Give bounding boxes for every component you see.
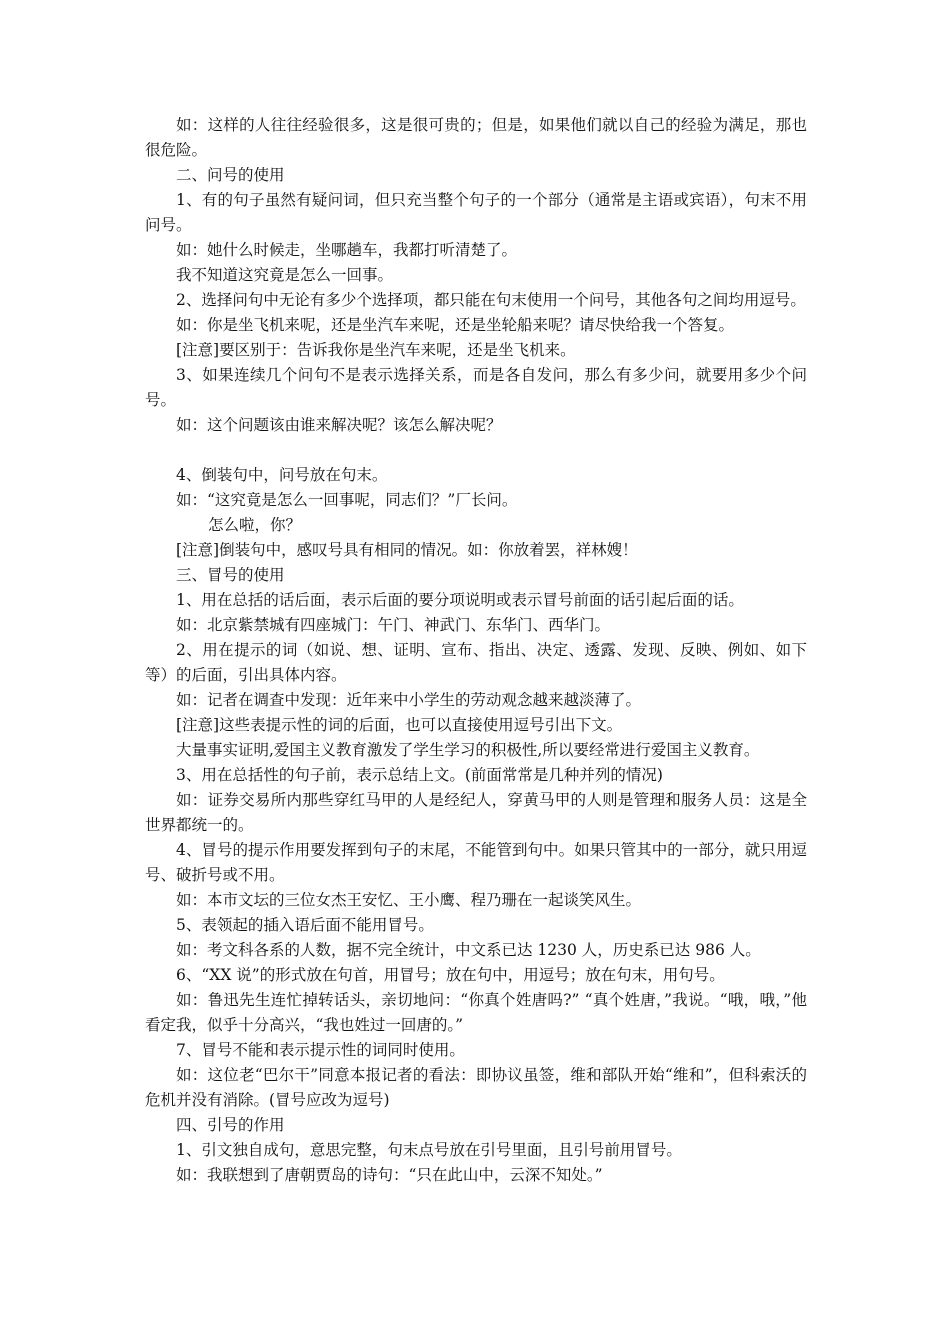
paragraph: 2、选择问句中无论有多少个选择项，都只能在句末使用一个问号，其他各句之间均用逗号。 — [176, 291, 806, 309]
paragraph: [注意]要区别于：告诉我你是坐汽车来呢，还是坐飞机来。 — [176, 341, 576, 359]
paragraph: [注意]这些表提示性的词的后面，也可以直接使用逗号引出下文。 — [176, 716, 623, 734]
paragraph: 1、有的句子虽然有疑问词，但只充当整个句子的一个部分（通常是主语或宾语），句末不用问号。 — [145, 191, 807, 234]
paragraph: 4、倒装句中，问号放在句末。 — [176, 466, 388, 484]
section-heading: 四、引号的作用 — [176, 1116, 285, 1134]
paragraph: 1、用在总括的话后面，表示后面的要分项说明或表示冒号前面的话引起后面的话。 — [176, 591, 744, 609]
blank-line — [145, 438, 807, 463]
paragraph: 5、表领起的插入语后面不能用冒号。 — [176, 916, 434, 934]
document-body — [145, 113, 807, 1188]
paragraph: 如：本市文坛的三位女杰王安忆、王小鹰、程乃珊在一起谈笑风生。 — [176, 891, 642, 909]
paragraph: 7、冒号不能和表示提示性的词同时使用。 — [176, 1041, 465, 1059]
paragraph: 怎么啦，你？ — [208, 516, 302, 534]
paragraph: 2、用在提示的词（如说、想、证明、宣布、指出、决定、透露、发现、反映、例如、如下等）的后面，引出具体内容。 — [145, 641, 807, 684]
paragraph: 3、如果连续几个问句不是表示选择关系，而是各自发问，那么有多少问，就要用多少个问号。 — [145, 366, 807, 409]
paragraph: 如：这位老“巴尔干”同意本报记者的看法：即协议虽签，维和部队开始“维和”，但科索沃的危机并没有消除。(冒号应改为逗号) — [145, 1066, 807, 1109]
section-heading: 三、冒号的使用 — [176, 566, 285, 584]
paragraph: 如：你是坐飞机来呢，还是坐汽车来呢，还是坐轮船来呢？请尽快给我一个答复。 — [176, 316, 735, 334]
paragraph: 如：考文科各系的人数，据不完全统计，中文系已达 1230 人，历史系已达 986 人。 — [176, 941, 761, 959]
paragraph: 我不知道这究竟是怎么一回事。 — [176, 266, 394, 284]
paragraph: 如：她什么时候走，坐哪趟车，我都打听清楚了。 — [176, 241, 518, 259]
paragraph: 3、用在总括性的句子前，表示总结上文。(前面常常是几种并列的情况) — [176, 766, 663, 784]
paragraph: 如：证券交易所内那些穿红马甲的人是经纪人，穿黄马甲的人则是管理和服务人员：这是全世界都统一的。 — [145, 791, 807, 834]
paragraph: 大量事实证明,爱国主义教育激发了学生学习的积极性,所以要经常进行爱国主义教育。 — [176, 741, 760, 759]
paragraph: 如：“这究竟是怎么一回事呢，同志们？”厂长问。 — [176, 491, 518, 509]
paragraph: [注意]倒装句中，感叹号具有相同的情况。如：你放着罢，祥林嫂！ — [176, 541, 638, 559]
paragraph: 如：记者在调查中发现：近年来中小学生的劳动观念越来越淡薄了。 — [176, 691, 642, 709]
paragraph: 如：北京紫禁城有四座城门：午门、神武门、东华门、西华门。 — [176, 616, 611, 634]
paragraph: 如：鲁迅先生连忙掉转话头，亲切地问：“你真个姓唐吗?” “真个姓唐，”我说。“哦，哦，”他看定我，似乎十分高兴，“我也姓过一回唐的。” — [145, 991, 807, 1034]
paragraph: 如：我联想到了唐朝贾岛的诗句：“只在此山中，云深不知处。” — [176, 1166, 603, 1184]
paragraph: 1、引文独自成句，意思完整，句末点号放在引号里面，且引号前用冒号。 — [176, 1141, 682, 1159]
paragraph: 如：这样的人往往经验很多，这是很可贵的；但是，如果他们就以自己的经验为满足，那也很危险。 — [145, 116, 807, 159]
section-heading: 二、问号的使用 — [176, 166, 285, 184]
paragraph: 4、冒号的提示作用要发挥到句子的末尾，不能管到句中。如果只管其中的一部分，就只用逗号、破折号或不用。 — [145, 841, 807, 884]
paragraph: 如：这个问题该由谁来解决呢？该怎么解决呢？ — [176, 416, 502, 434]
paragraph: 6、“XX 说”的形式放在句首，用冒号；放在句中，用逗号；放在句末，用句号。 — [176, 966, 725, 984]
